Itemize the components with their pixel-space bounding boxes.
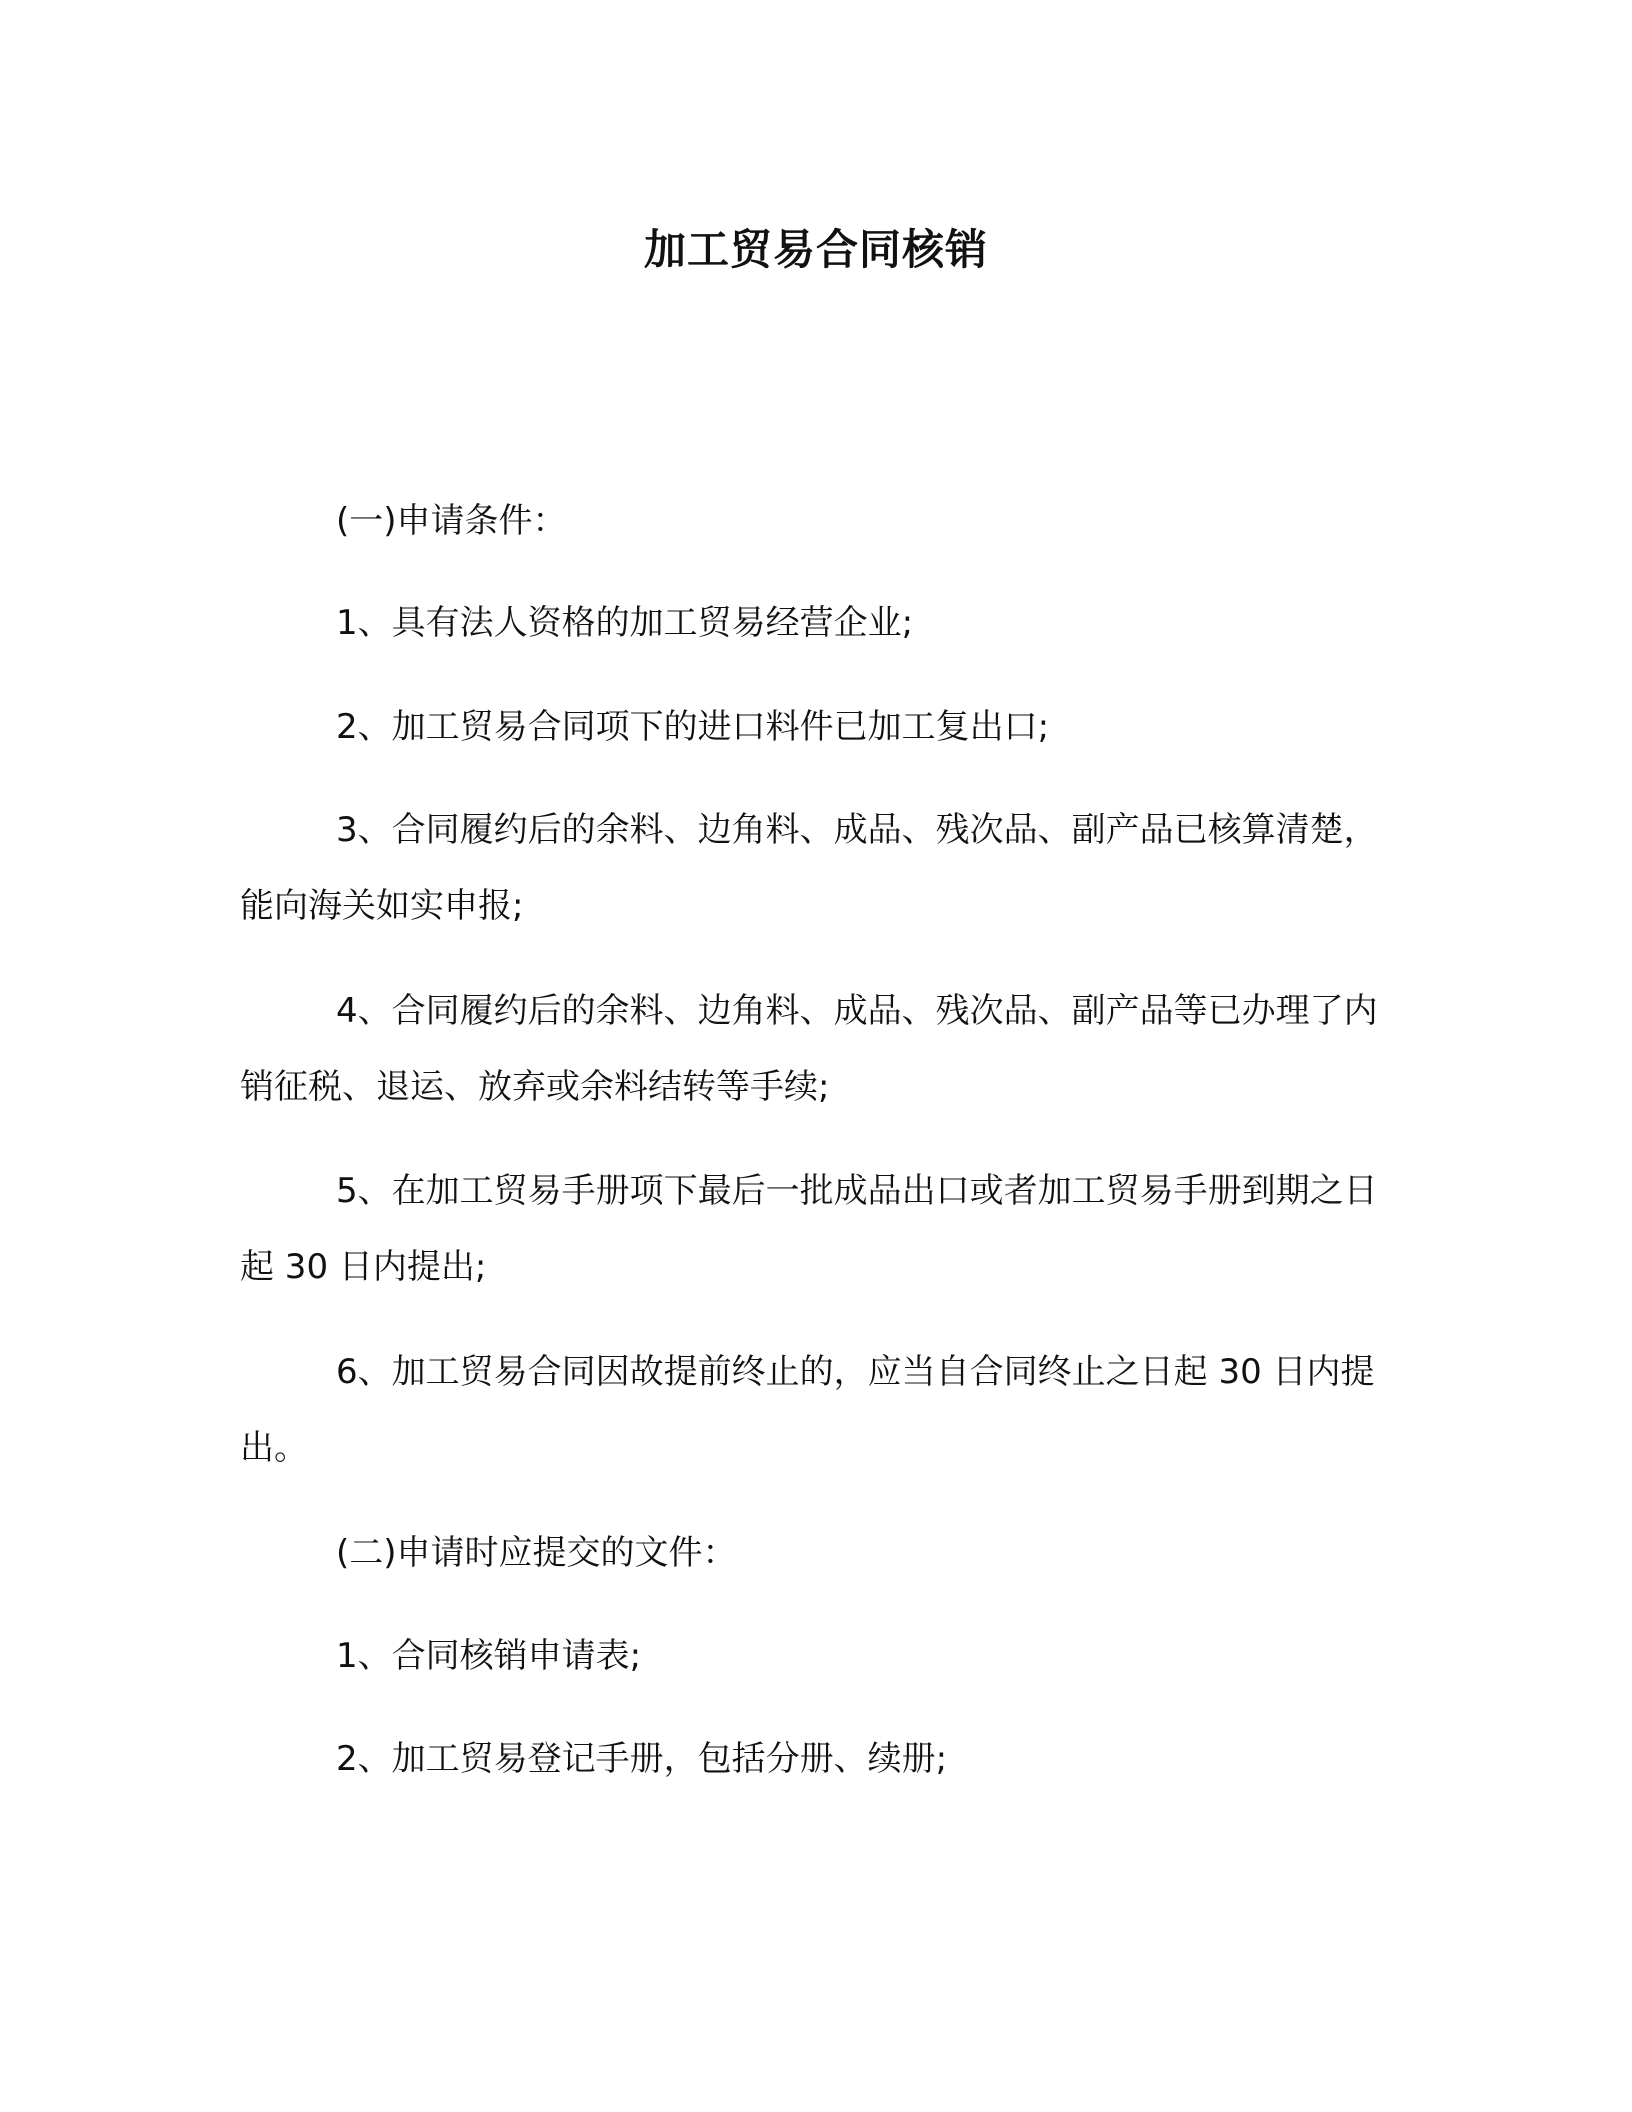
section-heading-application-conditions: (一)申请条件： [336,501,567,541]
condition-item-6: 6、加工贸易合同因故提前终止的，应当自合同终止之日起 30 日内提出。 [240,1352,1375,1468]
document-title: 加工贸易合同核销 [643,225,988,274]
condition-item-1: 1、具有法人资格的加工贸易经营企业; [336,603,914,643]
condition-item-3: 3、合同履约后的余料、边角料、成品、残次品、副产品已核算清楚，能向海关如实申报; [240,810,1378,926]
section-heading-required-documents: (二)申请时应提交的文件： [336,1533,737,1573]
condition-item-4: 4、合同履约后的余料、边角料、成品、残次品、副产品等已办理了内销征税、退运、放弃或余料结转等手续; [240,991,1378,1107]
document-item-2: 2、加工贸易登记手册，包括分册、续册; [336,1739,948,1779]
document-item-1: 1、合同核销申请表; [336,1636,642,1676]
condition-item-5: 5、在加工贸易手册项下最后一批成品出口或者加工贸易手册到期之日起 30 日内提出; [240,1171,1378,1287]
condition-item-2: 2、加工贸易合同项下的进口料件已加工复出口; [336,707,1050,747]
